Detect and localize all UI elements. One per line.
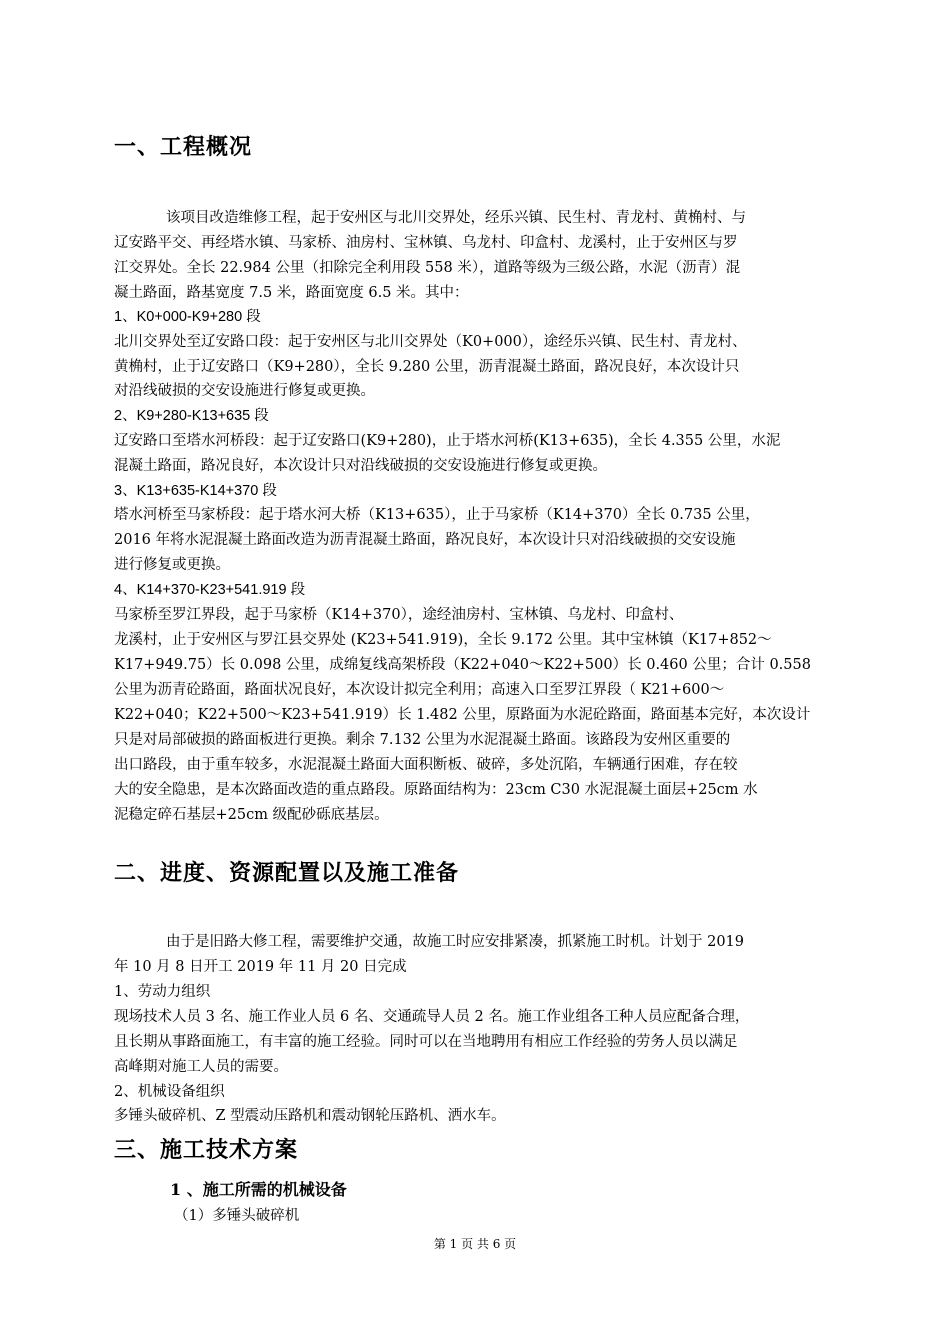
paragraph-line: 泥稳定碎石基层+25cm 级配砂砾底基层。 [114,807,389,823]
page-footer: 第 1 页 共 6 页 [433,1237,517,1251]
paragraph-line: 且长期从事路面施工，有丰富的施工经验。同时可以在当地聘用有相应工作经验的劳务人员以满足 [114,1034,738,1050]
paragraph-line: 由于是旧路大修工程，需要维护交通，故施工时应安排紧凑，抓紧施工时机。计划于 2019 [166,934,745,950]
paragraph-line: 辽安路平交、再经塔水镇、马家桥、油房村、宝林镇、乌龙村、印盒村、龙溪村，止于安州区与罗 [114,235,738,251]
paragraph-line: 只是对局部破损的路面板进行更换。剩余 7.132 公里为水泥混凝土路面。该路段为安州区重要的 [114,732,731,748]
section-heading-schedule: 二、进度、资源配置以及施工准备 [114,860,460,886]
paragraph-line: 公里为沥青砼路面，路面状况良好，本次设计拟完全利用；高速入口至罗江界段（ K21+600～ [114,682,725,698]
paragraph-line: 对沿线破损的交安设施进行修复或更换。 [114,383,375,399]
list-item: （1）多锤头破碎机 [174,1208,300,1224]
section-heading-technical-plan: 三、施工技术方案 [114,1137,299,1163]
paragraph-line: K17+949.75）长 0.098 公里，成绵复线高架桥段（K22+040～K22+500）长 0.460 公里；合计 0.558 [114,657,811,673]
paragraph-line: 混凝土路面，路况良好，本次设计只对沿线破损的交安设施进行修复或更换。 [114,458,607,474]
subsection-heading-equipment: 1 、施工所需的机械设备 [170,1180,347,1199]
paragraph-line: 出口路段，由于重车较多，水泥混凝土路面大面积断板、破碎，多处沉陷，车辆通行困难，存在较 [114,757,738,773]
paragraph-line: 辽安路口至塔水河桥段：起于辽安路口(K9+280)，止于塔水河桥(K13+635)，全长 4.355 公里，水泥 [114,433,781,449]
paragraph-line: 现场技术人员 3 名、施工作业人员 6 名、交通疏导人员 2 名。施工作业组各工种人员应配备合理， [114,1009,750,1025]
subsection-heading: 1、劳动力组织 [114,984,211,1000]
paragraph-line: 凝土路面，路基宽度 7.5 米，路面宽度 6.5 米。其中： [114,285,469,301]
paragraph-line: 进行修复或更换。 [114,557,230,573]
section-heading-overview: 一、工程概况 [114,134,253,160]
segment-heading: 3、K13+635-K14+370 段 [114,483,277,499]
paragraph-line: 江交界处。全长 22.984 公里（扣除完全利用段 558 米），道路等级为三级公路，水泥（沥青）混 [114,260,741,276]
paragraph-line: 大的安全隐患，是本次路面改造的重点路段。原路面结构为：23cm C30 水泥混凝土面层+25cm 水 [114,782,758,798]
segment-heading: 2、K9+280-K13+635 段 [114,408,269,424]
paragraph-line: 该项目改造维修工程，起于安州区与北川交界处，经乐兴镇、民生村、青龙村、黄桷村、与 [166,210,746,226]
paragraph-line: K22+040；K22+500～K23+541.919）长 1.482 公里，原路面为水泥砼路面，路面基本完好，本次设计 [114,707,811,723]
paragraph-line: 北川交界处至辽安路口段：起于安州区与北川交界处（K0+000），途经乐兴镇、民生村、青龙村、 [114,334,747,350]
paragraph-line: 黄桷村，止于辽安路口（K9+280），全长 9.280 公里，沥青混凝土路面，路况良好，本次设计只 [114,359,740,375]
segment-heading: 1、K0+000-K9+280 段 [114,309,261,325]
paragraph-line: 2016 年将水泥混凝土路面改造为沥青混凝土路面，路况良好，本次设计只对沿线破损的交安设施 [114,532,736,548]
paragraph-line: 马家桥至罗江界段，起于马家桥（K14+370），途经油房村、宝林镇、乌龙村、印盒村、 [114,607,684,623]
paragraph-line: 塔水河桥至马家桥段：起于塔水河大桥（K13+635），止于马家桥（K14+370）全长 0.735 公里， [114,507,760,523]
paragraph-line: 龙溪村，止于安州区与罗江县交界处 (K23+541.919)，全长 9.172 公里。其中宝林镇（K17+852～ [114,632,772,648]
paragraph-line: 多锤头破碎机、Z 型震动压路机和震动钢轮压路机、洒水车。 [114,1108,506,1124]
subsection-heading: 2、机械设备组织 [114,1084,225,1100]
paragraph-line: 高峰期对施工人员的需要。 [114,1059,288,1075]
paragraph-line: 年 10 月 8 日开工 2019 年 11 月 20 日完成 [114,959,407,975]
segment-heading: 4、K14+370-K23+541.919 段 [114,582,306,598]
